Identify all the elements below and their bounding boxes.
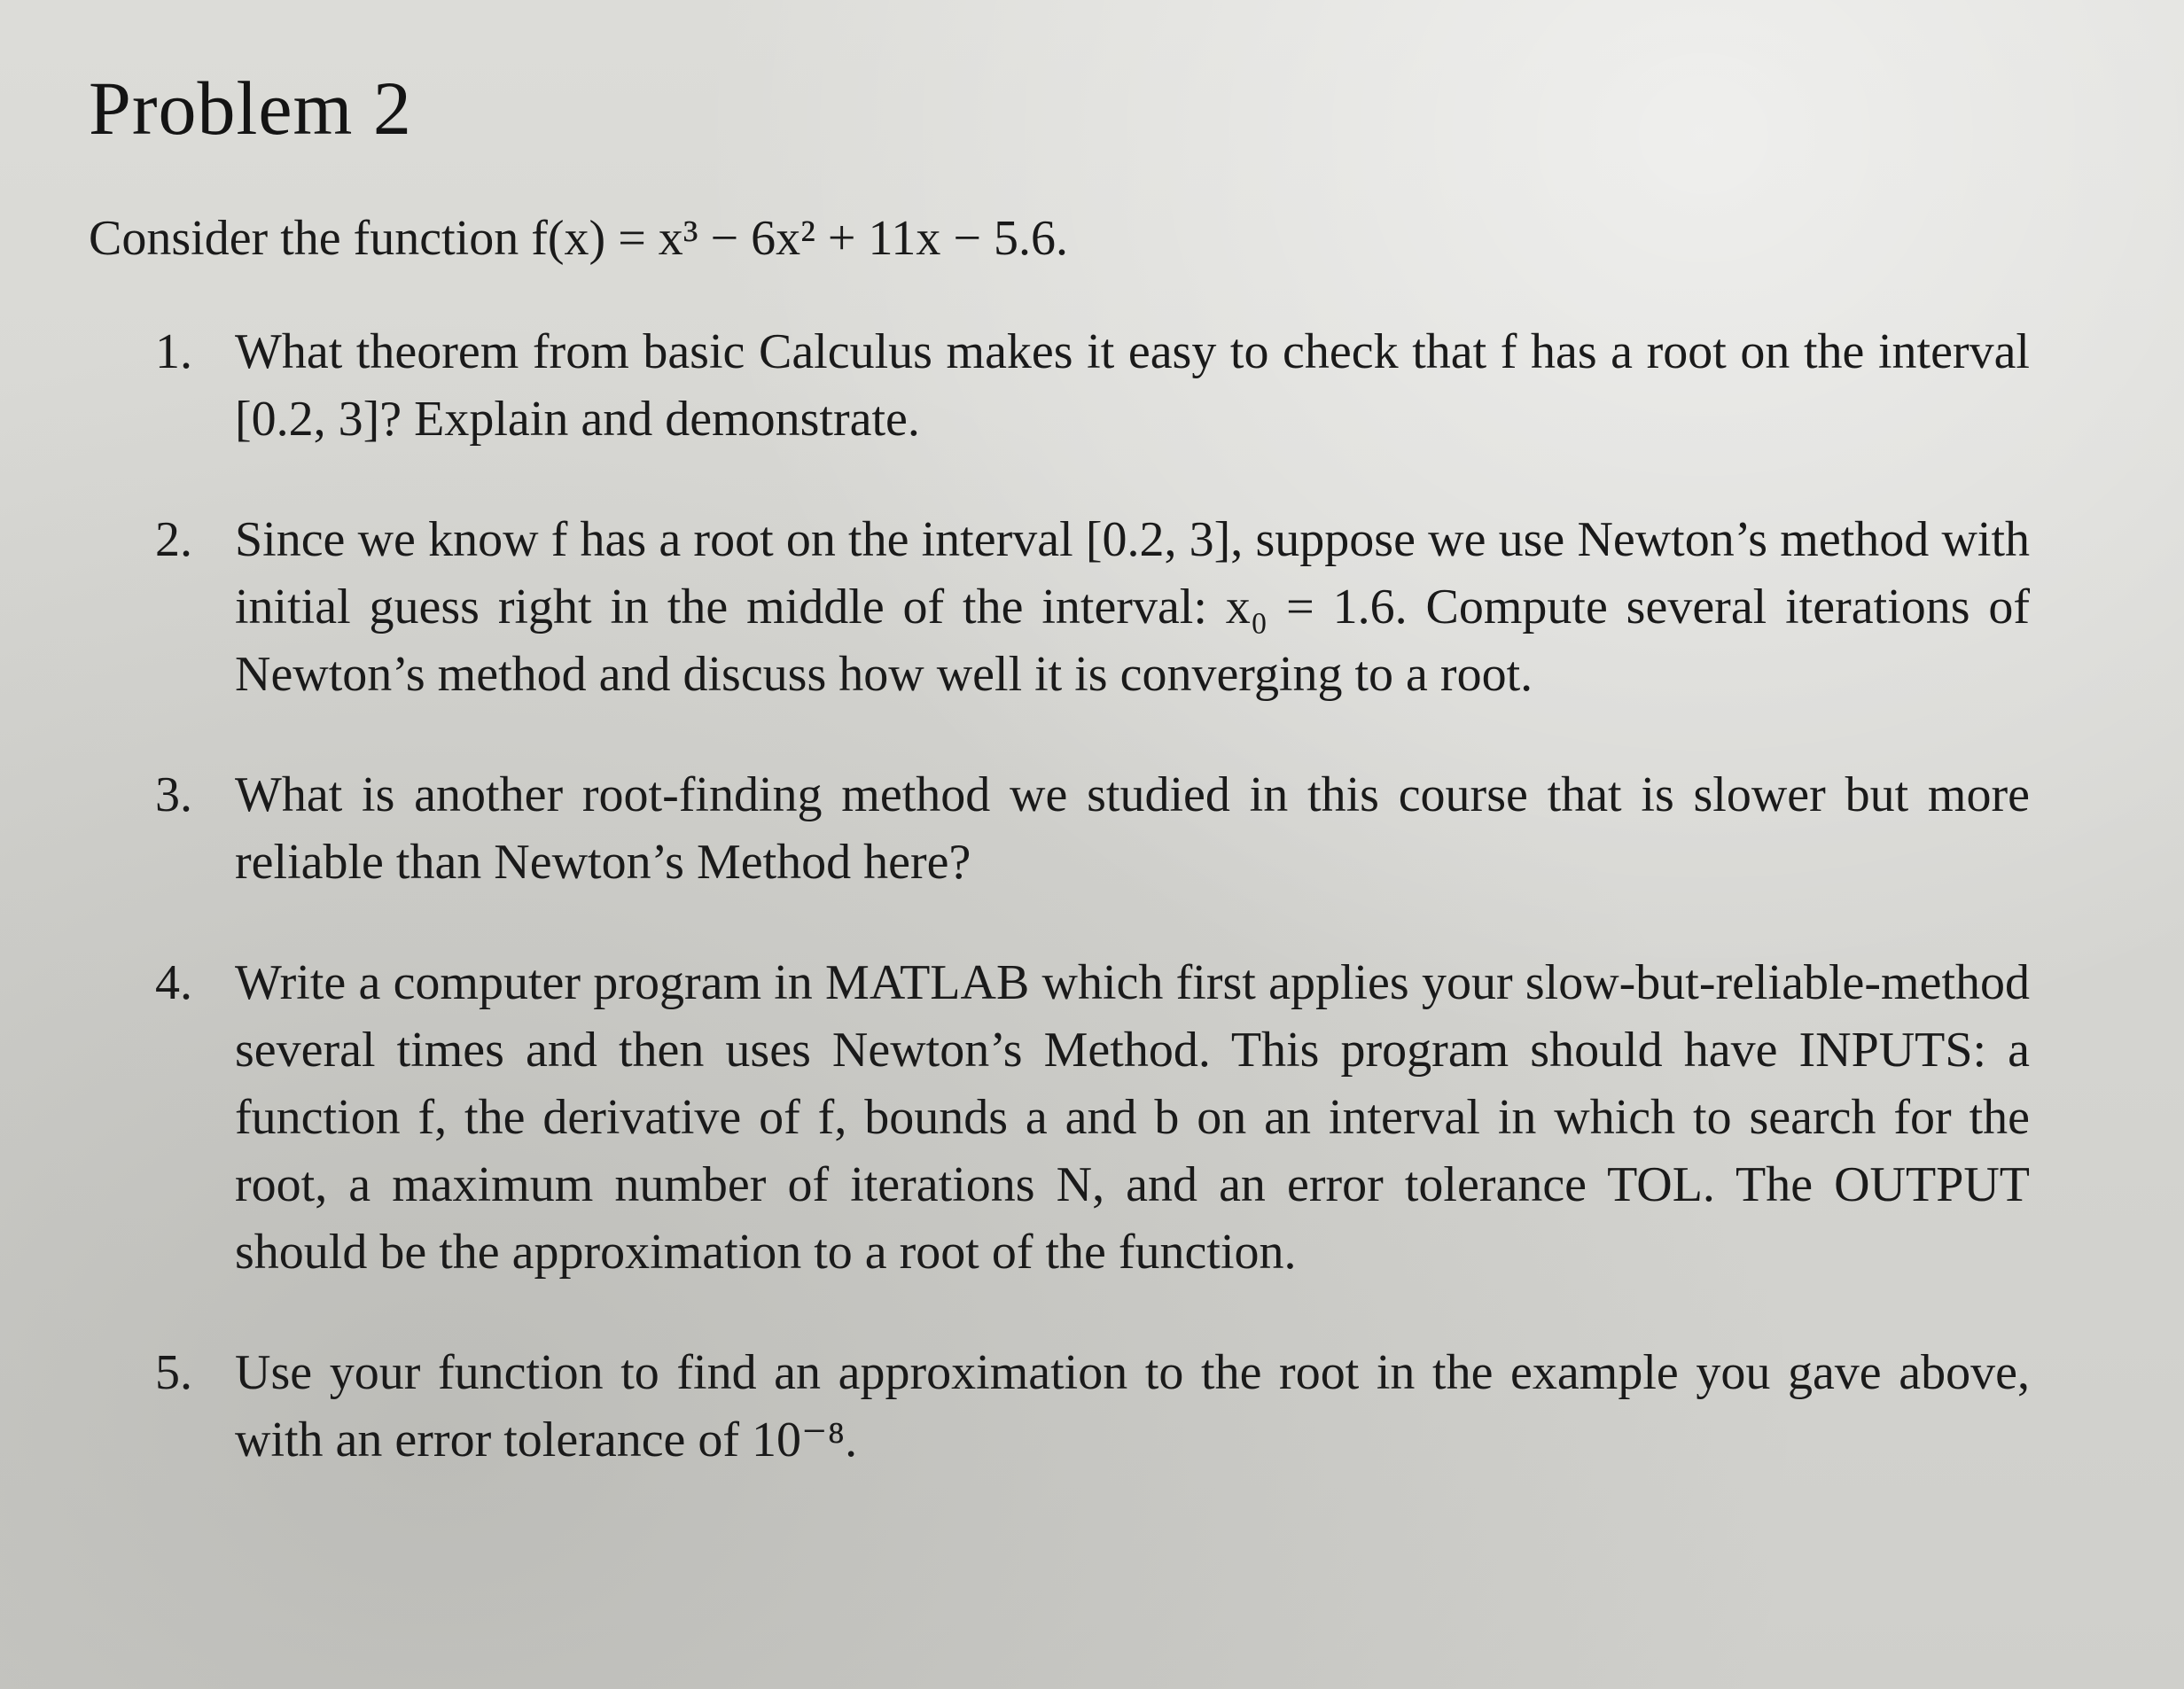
problem-list <box>89 318 2113 1474</box>
problem-item-4 <box>89 949 2030 1286</box>
problem-text: Write a computer program in MATLAB which first applies your slow-but-reliable-method several times and then uses Newton’s Method. This program should have INPUTS: a function f, the derivative of f, bounds a and b on an interval in which to search for the root, a maximum number of iterations N, and an error tolerance TOL. The OUTPUT should be the approximation to a root of the function. <box>235 955 2030 1280</box>
problem-item-3 <box>89 761 2030 896</box>
problem-number: 4. <box>155 955 192 1011</box>
problem-number: 5. <box>155 1345 192 1401</box>
problem-number: 1. <box>155 324 192 380</box>
function-statement: Consider the function f(x) = x³ − 6x² + 11x − 5.6. <box>89 211 1069 266</box>
problem-text: What is another root-finding method we studied in this course that is slower but more reliable than Newton’s Method here? <box>235 767 2030 891</box>
problem-text: Use your function to find an approximation to the root in the example you gave above, with an error tolerance of 10⁻⁸. <box>235 1345 2030 1468</box>
problem-text: Since we know f has a root on the interval [0.2, 3], suppose we use Newton’s method with initial guess right in the middle of the interval: x₀ = 1.6. Compute several iterations of Newton’s method and discuss how well it is converging to a root. <box>235 512 2030 703</box>
problem-text: What theorem from basic Calculus makes it easy to check that f has a root on the interval [0.2, 3]? Explain and demonstrate. <box>235 324 2030 448</box>
problem-item-1 <box>89 318 2030 453</box>
problem-item-5 <box>89 1339 2030 1474</box>
problem-item-2 <box>89 506 2030 708</box>
problem-number: 2. <box>155 512 192 568</box>
problem-title: Problem 2 <box>89 66 412 151</box>
problem-number: 3. <box>155 767 192 823</box>
